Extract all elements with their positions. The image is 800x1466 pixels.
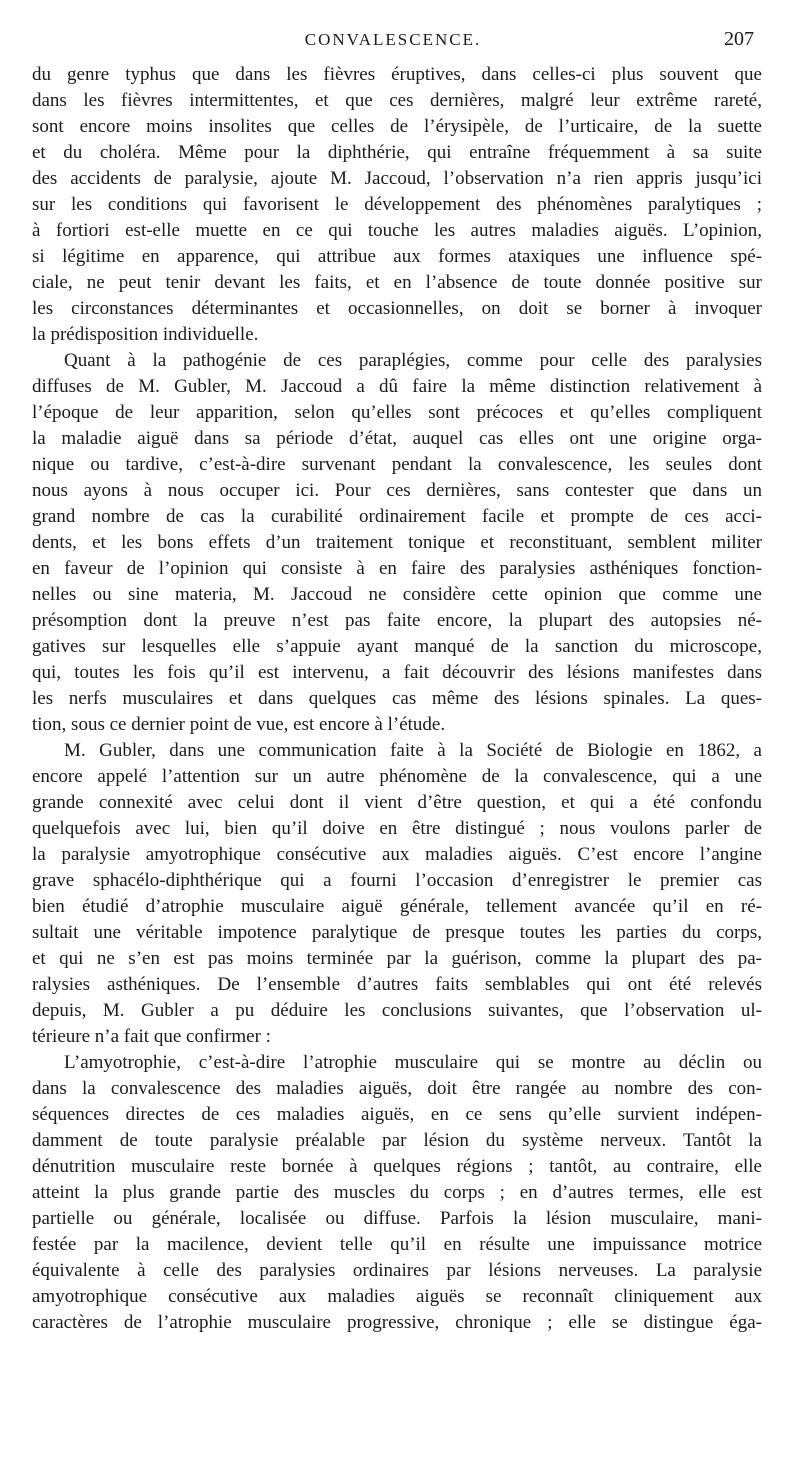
text-line: et qui ne s’en est pas moins terminée par la guérison, comme la plupart des pa- <box>32 948 762 969</box>
text-line: séquences directes de ces maladies aiguës, en ce sens qu’elle survient indépen- <box>32 1104 762 1125</box>
text-line: présomption dont la preuve n’est pas faite encore, la plupart des autopsies né- <box>32 610 762 631</box>
text-line: et du choléra. Même pour la diphthérie, qui entraîne fréquemment à sa suite <box>32 142 762 163</box>
text-line: damment de toute paralysie préalable par lésion du système nerveux. Tantôt la <box>32 1130 762 1151</box>
text-line: équivalente à celle des paralysies ordinaires par lésions nerveuses. La paralysie <box>32 1260 762 1281</box>
text-line: depuis, M. Gubler a pu déduire les conclusions suivantes, que l’observation ul- <box>32 1000 762 1021</box>
text-line: si légitime en apparence, qui attribue aux formes ataxiques une influence spé- <box>32 246 762 267</box>
running-title: CONVALESCENCE. <box>304 30 482 49</box>
body-text <box>32 62 762 1336</box>
text-line: gatives sur lesquelles elle s’appuie ayant manqué de la sanction du microscope, <box>32 636 762 657</box>
text-line: qui, toutes les fois qu’il est intervenu, a fait découvrir des lésions manifestes dans <box>32 662 762 683</box>
text-line: à fortiori est-elle muette en ce qui touche les autres maladies aiguës. L’opinion, <box>32 220 762 241</box>
text-line: bien étudié d’atrophie musculaire aiguë générale, tellement avancée qu’il en ré- <box>32 896 762 917</box>
text-line: encore appelé l’attention sur un autre phénomène de la convalescence, qui a une <box>32 766 762 787</box>
text-line: sur les conditions qui favorisent le développement des phénomènes paralytiques ; <box>32 194 762 215</box>
text-line: des accidents de paralysie, ajoute M. Jaccoud, l’observation n’a rien appris jusqu’ici <box>32 168 762 189</box>
text-line: sont encore moins insolites que celles de l’érysipèle, de l’urticaire, de la suette <box>32 116 762 137</box>
text-line: festée par la macilence, devient telle qu’il en résulte une impuissance motrice <box>32 1234 762 1255</box>
text-line: atteint la plus grande partie des muscles du corps ; en d’autres termes, elle est <box>32 1182 762 1203</box>
text-line: amyotrophique consécutive aux maladies aiguës se reconnaît cliniquement aux <box>32 1286 762 1307</box>
text-line: du genre typhus que dans les fièvres éruptives, dans celles-ci plus souvent que <box>32 64 762 85</box>
text-line: nique ou tardive, c’est-à-dire survenant pendant la convalescence, les seules dont <box>32 454 762 475</box>
text-line: ralysies asthéniques. De l’ensemble d’autres faits semblables qui ont été relevés <box>32 974 762 995</box>
text-line: partielle ou générale, localisée ou diffuse. Parfois la lésion musculaire, mani- <box>32 1208 762 1229</box>
text-line: ciale, ne peut tenir devant les faits, et en l’absence de toute donnée positive sur <box>32 272 762 293</box>
text-line: M. Gubler, dans une communication faite à la Société de Biologie en 1862, a <box>64 740 762 761</box>
page-number: 207 <box>724 28 754 50</box>
text-line: dans les fièvres intermittentes, et que ces dernières, malgré leur extrême rareté, <box>32 90 762 111</box>
text-line: tion, sous ce dernier point de vue, est encore à l’étude. <box>32 714 446 735</box>
page-header <box>32 30 754 56</box>
text-line: les circonstances déterminantes et occasionnelles, on doit se borner à invoquer <box>32 298 762 319</box>
text-line: quelquefois avec lui, bien qu’il doive en être distingué ; nous voulons parler de <box>32 818 762 839</box>
text-line: la prédisposition individuelle. <box>32 324 259 345</box>
text-line: diffuses de M. Gubler, M. Jaccoud a dû faire la même distinction relativement à <box>32 376 762 397</box>
text-line: dans la convalescence des maladies aiguës, doit être rangée au nombre des con- <box>32 1078 762 1099</box>
text-line: nous ayons à nous occuper ici. Pour ces dernières, sans contester que dans un <box>32 480 762 501</box>
text-line: dénutrition musculaire reste bornée à quelques régions ; tantôt, au contraire, elle <box>32 1156 762 1177</box>
text-line: dents, et les bons effets d’un traitement tonique et reconstituant, semblent militer <box>32 532 762 553</box>
text-line: grave sphacélo-diphthérique qui a fourni l’occasion d’enregistrer le premier cas <box>32 870 762 891</box>
text-line: grand nombre de cas la curabilité ordinairement facile et prompte de ces acci- <box>32 506 762 527</box>
text-line: caractères de l’atrophie musculaire progressive, chronique ; elle se distingue éga- <box>32 1312 762 1333</box>
text-line: térieure n’a fait que confirmer : <box>32 1026 271 1047</box>
text-line: la maladie aiguë dans sa période d’état, auquel cas elles ont une origine orga- <box>32 428 762 449</box>
text-line: la paralysie amyotrophique consécutive aux maladies aiguës. C’est encore l’angine <box>32 844 762 865</box>
text-line: nelles ou sine materia, M. Jaccoud ne considère cette opinion que comme une <box>32 584 762 605</box>
text-line: grande connexité avec celui dont il vient d’être question, et qui a été confondu <box>32 792 762 813</box>
text-line: les nerfs musculaires et dans quelques cas même des lésions spinales. La ques- <box>32 688 762 709</box>
text-line: sultait une véritable impotence paralytique de presque toutes les parties du corps, <box>32 922 762 943</box>
text-line: l’époque de leur apparition, selon qu’elles sont précoces et qu’elles compliquent <box>32 402 762 423</box>
text-line: L’amyotrophie, c’est-à-dire l’atrophie musculaire qui se montre au déclin ou <box>64 1052 762 1073</box>
text-line: en faveur de l’opinion qui consiste à en faire des paralysies asthéniques fonction- <box>32 558 762 579</box>
text-line: Quant à la pathogénie de ces paraplégies, comme pour celle des paralysies <box>64 350 762 371</box>
